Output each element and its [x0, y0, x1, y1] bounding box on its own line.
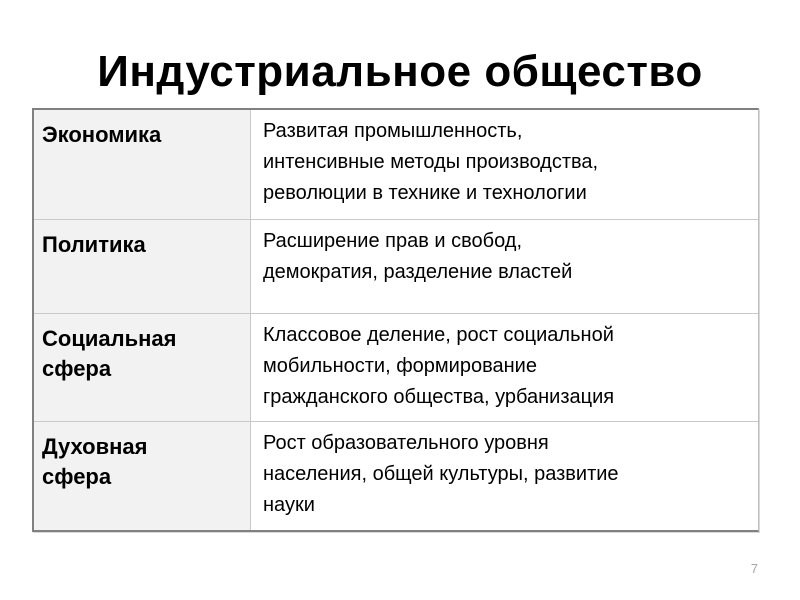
table-row-spiritual	[34, 422, 758, 531]
row-label-cell	[34, 220, 251, 314]
row-label-line: Экономика	[42, 122, 162, 147]
description-line: населения, общей культуры, развитие	[263, 463, 619, 485]
description-line: революции в технике и технологии	[263, 182, 587, 204]
row-label-line: сфера	[42, 356, 112, 381]
row-label-cell	[34, 314, 251, 422]
row-description-cell	[251, 422, 759, 531]
row-description-cell	[251, 220, 759, 314]
row-label-line: Социальная	[42, 326, 177, 351]
description-line: гражданского общества, урбанизация	[263, 386, 615, 408]
row-label-cell	[34, 110, 251, 220]
description-line: науки	[263, 494, 315, 516]
row-label-cell	[34, 422, 251, 531]
slide-title: Индустриальное общество	[97, 47, 703, 96]
row-label-line: Политика	[42, 232, 146, 257]
comparison-table	[32, 108, 759, 532]
description-line: Рост образовательного уровня	[263, 432, 549, 454]
table-row-economy	[34, 110, 758, 220]
description-line: Классовое деление, рост социальной	[263, 324, 614, 346]
row-label-line: Духовная	[42, 434, 148, 459]
table-row-social	[34, 314, 758, 422]
description-line: Развитая промышленность,	[263, 120, 523, 142]
row-description-cell	[251, 314, 759, 422]
description-line: интенсивные методы производства,	[263, 151, 599, 173]
table-body	[34, 110, 758, 530]
row-label-line: сфера	[42, 464, 112, 489]
description-line: мобильности, формирование	[263, 355, 537, 377]
description-line: Расширение прав и свобод,	[263, 230, 523, 252]
page-number: 7	[750, 561, 758, 576]
table-row-politics	[34, 220, 758, 314]
description-line: демократия, разделение властей	[263, 261, 573, 283]
row-description-cell	[251, 110, 759, 220]
